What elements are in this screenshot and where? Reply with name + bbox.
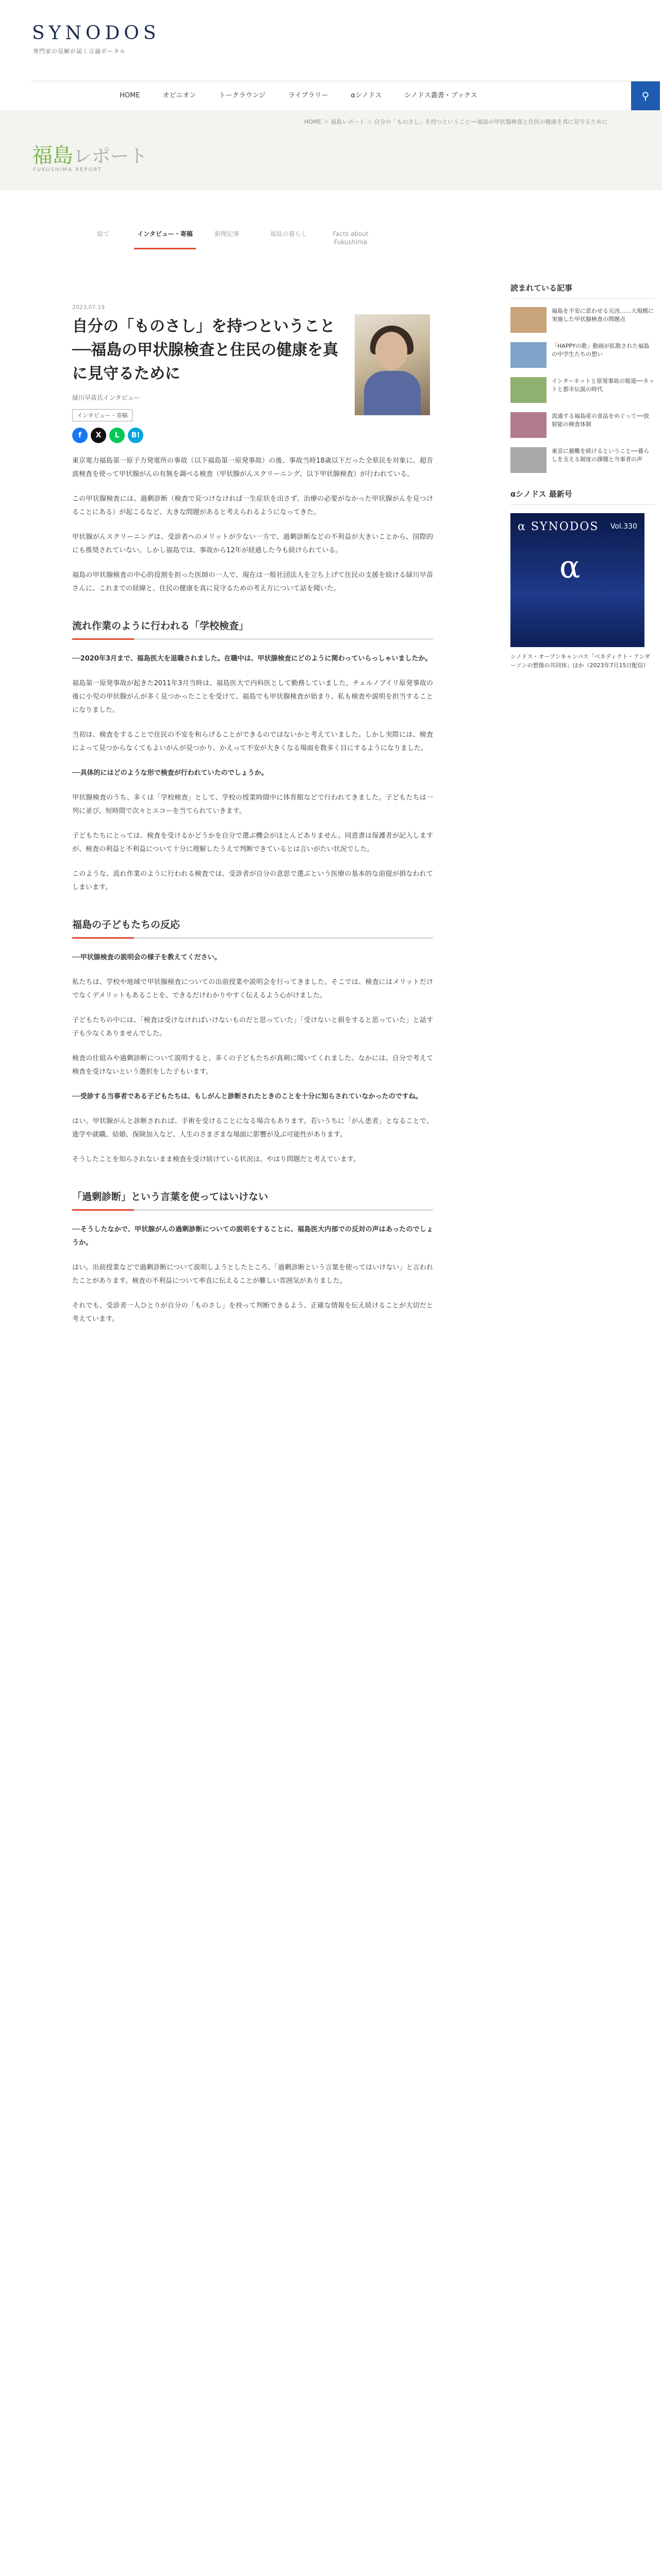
site-tagline: 専門家の見解が届く言論ポータル xyxy=(33,48,126,55)
section-heading: 福島の子どもたちの反応 xyxy=(72,917,433,939)
ranking-list xyxy=(510,307,655,473)
ranking-text: 流通する福島産の食品をめぐって──放射能の検査体制 xyxy=(552,413,650,428)
paragraph: 検査の仕組みや過剰診断について説明すると、多くの子どもたちが真剣に聞いてくれました。なかには、自分で考えて検査を受けないという選択をした子もいます。 xyxy=(72,1055,433,1076)
paragraph: 当初は、検査をすることで住民の不安を和らげることができるのではないかと考えていました。しかし実際には、検査によって見つからなくてもよいがんが見つかり、かえって不安が大きくなる場面を数多く目にするようになりました。 xyxy=(72,731,433,752)
paragraph: 私たちは、学校や地域で甲状腺検査についての出前授業や説明会を行ってきました。そこでは、検査にはメリットだけでなくデメリットもあることを、できるだけわかりやすく伝えるよう心がけました。 xyxy=(72,978,433,999)
breadcrumb[interactable]: HOME ＞ 福島レポート ＞ 自分の「ものさし」を持つということ──福島の甲状腺検査と住民の健康を真に見守るために xyxy=(304,118,608,125)
sidebar xyxy=(510,282,655,670)
series-logo-rest: レポート xyxy=(73,146,148,167)
hatena-bookmark-icon[interactable]: B! xyxy=(128,428,143,443)
paragraph: 福島第一原発事故が起きた2011年3月当時は、福島医大で内科医として勤務していました。チェルノブイリ原発事故の後に小児の甲状腺がんが多く見つかったことを受けて、福島でも甲状腺検査が始まり、私も検査や説明を担当することになりました。 xyxy=(72,680,433,714)
paragraph: このような、流れ作業のように行われる検査では、受診者が自分の意思で選ぶという医療の基本的な前提が損なわれてしまいます。 xyxy=(72,870,433,891)
article xyxy=(72,304,433,1337)
magazine-cover[interactable] xyxy=(510,513,644,647)
paragraph: 東京電力福島第一原子力発電所の事故（以下福島第一原発事故）の後、事故当時18歳以下だった全県民を対象に、超音波検査を使って甲状腺がんの有無を調べる検査（甲状腺がんスクリーニング、以下甲状腺検査）が行われている。 xyxy=(72,457,433,478)
alpha-symbol: α xyxy=(559,549,581,585)
paragraph: この甲状腺検査には、過剰診断（検査で見つけなければ一生症状を出さず、治療の必要がなかった甲状腺がんを見つけることにある）が起こるなど、大きな問題があると考えられるようになってきた。 xyxy=(72,495,433,516)
interview-question: ──具体的にはどのような形で検査が行われていたのでしょうか。 xyxy=(72,769,268,777)
paragraph: 甲状腺検査のうち、多くは「学校検査」として、学校の授業時間中に体育館などで行われてきました。子どもたちは一列に並び、短時間で次々とエコーを当てられていきます。 xyxy=(72,794,433,815)
magazine-title: αシノドス 最新号 xyxy=(510,488,655,505)
category-tabs xyxy=(72,227,382,249)
author-photo xyxy=(355,314,430,415)
ranking-item[interactable] xyxy=(510,342,655,368)
site-header xyxy=(0,0,662,77)
nav-item[interactable]: αシノドス xyxy=(351,92,382,99)
nav-item[interactable]: ライブラリー xyxy=(288,92,328,99)
ranking-text: 東京に避難を続けるということ──暮らしを支える制度の課題と当事者の声 xyxy=(552,448,650,463)
ranking-text: 「HAPPYの歌」動画が拡散された福島の中学生たちの想い xyxy=(552,343,650,358)
search-icon: ⚲ xyxy=(641,90,650,102)
line-share-icon[interactable]: L xyxy=(109,428,125,443)
article-body xyxy=(72,454,433,1326)
article-author: 緑川早苗氏インタビュー xyxy=(72,394,140,401)
tab[interactable]: インタビュー・寄稿 xyxy=(134,227,196,249)
article-tag[interactable]: インタビュー・寄稿 xyxy=(72,409,133,421)
ranking-item[interactable] xyxy=(510,447,655,473)
tab[interactable]: 福島の暮らし xyxy=(270,230,307,238)
magazine-brand: α SYNODOS xyxy=(518,520,599,533)
tab[interactable]: 総て xyxy=(96,230,109,238)
paragraph: 子どもたちの中には、「検査は受けなければいけないものだと思っていた」「受けないと損をすると思っていた」と話す子も少なくありませんでした。 xyxy=(72,1016,433,1038)
ranking-thumbnail xyxy=(510,447,547,473)
search-button[interactable] xyxy=(631,81,660,110)
tab[interactable]: Facts about Fukushima xyxy=(333,230,369,246)
ranking-thumbnail xyxy=(510,342,547,368)
nav-item[interactable]: HOME xyxy=(120,92,140,99)
nav-item[interactable]: トークラウンジ xyxy=(219,92,266,99)
nav-item[interactable]: オピニオン xyxy=(162,92,196,99)
magazine-caption[interactable]: シノドス・オープンキャンパス「ベネディクト・アンダーソンの想像の共同体」ほか（2023年7月15日配信） xyxy=(510,653,650,669)
article-date: 2023.07.19 xyxy=(72,304,105,311)
section-heading: 「過剰診断」という言葉を使ってはいけない xyxy=(72,1189,433,1211)
nav-item[interactable]: シノドス叢書・ブックス xyxy=(404,92,477,99)
magazine-volume: Vol.330 xyxy=(610,522,637,531)
paragraph: 甲状腺がんスクリーニングは、受診者へのメリットが少ない一方で、過剰診断などの不利益が大きいことから、国際的にも推奨されていない。しかし福島では、事故から12年が経過した今も続けられている。 xyxy=(72,533,433,554)
paragraph: それでも、受診者一人ひとりが自分の「ものさし」を持って判断できるよう、正確な情報を伝え続けることが大切だと考えています。 xyxy=(72,1302,433,1323)
paragraph: はい。甲状腺がんと診断されれば、手術を受けることになる場合もあります。若いうちに「がん患者」となることで、進学や就職、結婚、保険加入など、人生のさまざまな場面に影響が及ぶ可能性があります。 xyxy=(72,1117,433,1139)
paragraph: そうしたことを知らされないまま検査を受け続けている状況は、やはり問題だと考えています。 xyxy=(72,1156,360,1163)
paragraph: 子どもたちにとっては、検査を受けるかどうかを自分で選ぶ機会がほとんどありません。同意書は保護者が記入しますが、検査の利益と不利益について十分に理解したうえで判断できているとは言いがたい状況でした。 xyxy=(72,832,433,853)
section-heading: 流れ作業のように行われる「学校検査」 xyxy=(72,618,433,640)
ranking-item[interactable] xyxy=(510,307,655,333)
ranking-thumbnail xyxy=(510,412,547,438)
interview-question: ──2020年3月まで、福島医大を退職されました。在職中は、甲状腺検査にどのように関わっていらっしゃいましたか。 xyxy=(72,655,432,663)
facebook-share-icon[interactable]: f xyxy=(72,428,88,443)
ranking-thumbnail xyxy=(510,307,547,333)
site-logo[interactable]: SYNODOS xyxy=(32,23,160,44)
ranking-thumbnail xyxy=(510,377,547,403)
share-buttons xyxy=(72,428,433,443)
ranking-text: インターネットと原発事故の報道──ネットと都市伝説の時代 xyxy=(552,378,655,393)
series-logo-main: 福島 xyxy=(32,144,73,167)
ranking-item[interactable] xyxy=(510,412,655,438)
tab[interactable]: 新聞記事 xyxy=(214,230,239,238)
ranking-text: 福島を不安に思わせる元凶……大規模に実施した甲状腺検査の問題点 xyxy=(552,308,654,323)
interview-question: ──甲状腺検査の説明会の様子を教えてください。 xyxy=(72,954,221,961)
main-nav xyxy=(31,81,660,111)
series-header xyxy=(0,110,662,190)
interview-question: ──受診する当事者である子どもたちは、もしがんと診断されたときのことを十分に知らされていなかったのですね。 xyxy=(72,1093,422,1100)
series-logo[interactable] xyxy=(32,139,147,168)
paragraph: 福島の甲状腺検査の中心的役割を担った医師の一人で、現在は一般社団法人を立ち上げて住民の支援を続ける緑川早苗さんに、これまでの経緯と、住民の健康を真に見守るための考え方について話を聞いた。 xyxy=(72,571,433,592)
paragraph: はい。出前授業などで過剰診断について説明しようとしたところ、「過剰診断という言葉を使ってはいけない」と言われたことがあります。検査の不利益について率直に伝えることが難しい雰囲気がありました。 xyxy=(72,1264,433,1285)
x-share-icon[interactable]: X xyxy=(91,428,106,443)
article-title: 自分の「ものさし」を持つということ──福島の甲状腺検査と住民の健康を真に見守るために xyxy=(72,317,339,383)
ranking-title: 読まれている記事 xyxy=(510,282,655,299)
interview-question: ──そうしたなかで、甲状腺がんの過剰診断についての説明をすることに、福島医大内部での反対の声はあったのでしょうか。 xyxy=(72,1226,433,1247)
series-subtitle: FUKUSHIMA REPORT xyxy=(33,167,102,173)
ranking-item[interactable] xyxy=(510,377,655,403)
